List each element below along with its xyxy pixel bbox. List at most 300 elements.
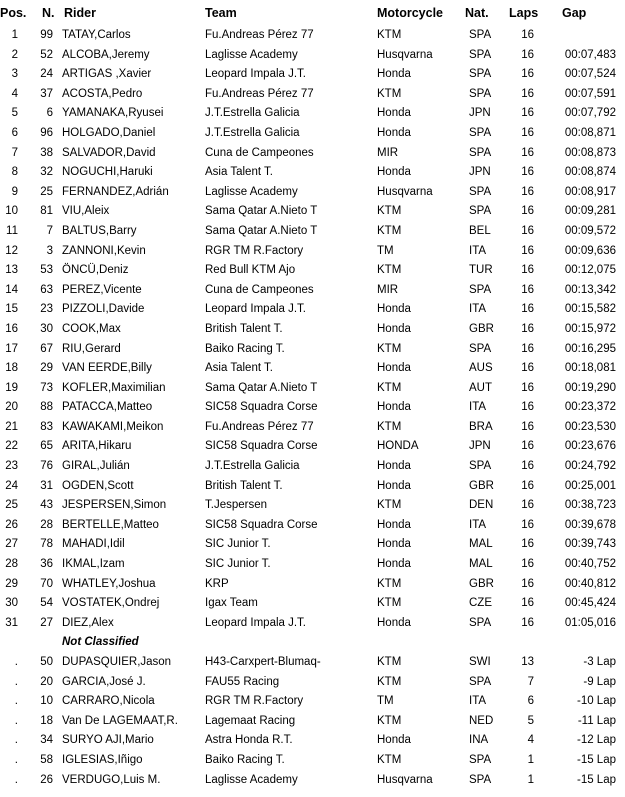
table-row (0, 771, 625, 791)
cell-pos: 28 (5, 558, 18, 571)
table-row (0, 673, 625, 693)
header-laps: Laps (509, 6, 539, 20)
cell-rider: GIRAL,Julián (62, 460, 130, 473)
cell-pos: . (14, 734, 18, 747)
cell-pos: 12 (5, 244, 18, 257)
cell-laps: 16 (521, 166, 534, 179)
table-row (0, 575, 625, 595)
cell-laps: 16 (521, 68, 534, 81)
cell-pos: . (14, 656, 18, 668)
cell-gap: 00:25,001 (564, 479, 616, 492)
cell-laps: 16 (521, 401, 534, 414)
cell-team: British Talent T. (205, 322, 283, 335)
cell-laps: 16 (521, 577, 534, 590)
cell-gap: 00:38,723 (564, 499, 616, 512)
cell-motorcycle: Husqvarna (377, 48, 433, 61)
cell-team: Leopard Impala J.T. (205, 68, 307, 81)
cell-gap: 00:07,483 (564, 48, 616, 61)
cell-number: 24 (40, 68, 53, 81)
cell-rider: SALVADOR,David (62, 146, 156, 159)
cell-nationality: SPA (469, 48, 492, 61)
cell-team: Red Bull KTM Ajo (205, 264, 296, 277)
cell-motorcycle: Honda (377, 362, 411, 375)
cell-motorcycle: KTM (377, 420, 402, 433)
cell-team: SIC Junior T. (205, 538, 271, 551)
cell-rider: PEREZ,Vicente (62, 283, 142, 296)
table-row (0, 457, 625, 477)
cell-nationality: GBR (469, 479, 494, 492)
cell-laps: 16 (521, 499, 534, 512)
cell-gap: 00:15,972 (564, 322, 616, 335)
cell-laps: 16 (521, 440, 534, 453)
cell-rider: FERNANDEZ,Adrián (62, 185, 169, 198)
cell-nationality: AUT (469, 381, 492, 394)
cell-laps: 16 (521, 381, 534, 394)
cell-rider: YAMANAKA,Ryusei (62, 107, 164, 120)
cell-gap: 00:07,524 (564, 68, 616, 81)
cell-number: 7 (46, 224, 53, 237)
cell-pos: 14 (5, 283, 18, 296)
cell-number: 20 (40, 675, 53, 688)
cell-pos: 19 (5, 381, 18, 394)
cell-pos: 3 (11, 68, 18, 81)
cell-gap: 00:12,075 (564, 264, 616, 277)
table-row (0, 26, 625, 46)
cell-number: 83 (40, 420, 53, 433)
cell-team: British Talent T. (205, 479, 283, 492)
cell-nationality: BRA (469, 420, 493, 433)
cell-nationality: SPA (469, 460, 492, 473)
cell-gap: 00:45,424 (564, 597, 616, 610)
cell-motorcycle: Honda (377, 401, 411, 414)
cell-motorcycle: MIR (377, 283, 399, 296)
cell-rider: ALCOBA,Jeremy (62, 48, 150, 61)
cell-laps: 16 (521, 283, 534, 296)
cell-team: Asia Talent T. (205, 362, 273, 375)
cell-motorcycle: Honda (377, 479, 411, 492)
cell-nationality: SPA (469, 29, 492, 41)
cell-laps: 13 (521, 656, 534, 668)
cell-nationality: JPN (469, 440, 491, 453)
cell-number: 6 (46, 107, 53, 120)
cell-motorcycle: TM (377, 695, 394, 708)
cell-laps: 16 (521, 479, 534, 492)
table-row (0, 653, 625, 673)
cell-nationality: ITA (469, 401, 487, 414)
cell-motorcycle: Honda (377, 734, 411, 747)
cell-rider: VOSTATEK,Ondrej (62, 597, 160, 610)
cell-nationality: SPA (469, 773, 492, 786)
cell-number: 50 (40, 656, 53, 668)
header-team: Team (205, 6, 237, 20)
cell-nationality: DEN (469, 499, 494, 512)
cell-number: 88 (40, 401, 53, 414)
cell-nationality: ITA (469, 303, 487, 316)
table-row (0, 65, 625, 85)
cell-rider: VERDUGO,Luis M. (62, 773, 161, 786)
cell-pos: 23 (5, 460, 18, 473)
cell-pos: . (14, 753, 18, 766)
cell-motorcycle: KTM (377, 224, 402, 237)
cell-rider: RIU,Gerard (62, 342, 121, 355)
cell-gap: -10 Lap (576, 695, 616, 708)
cell-nationality: MAL (469, 558, 493, 571)
cell-motorcycle: Honda (377, 322, 411, 335)
cell-laps: 16 (521, 107, 534, 120)
cell-laps: 16 (521, 185, 534, 198)
cell-rider: IKMAL,Izam (62, 558, 125, 571)
cell-motorcycle: Honda (377, 303, 411, 316)
cell-pos: 29 (5, 577, 18, 590)
cell-pos: 21 (5, 420, 18, 433)
table-row (0, 85, 625, 105)
table-row (0, 379, 625, 399)
cell-motorcycle: HONDA (377, 440, 419, 453)
table-row (0, 731, 625, 751)
cell-number: 34 (40, 734, 53, 747)
cell-motorcycle: Honda (377, 126, 411, 139)
cell-pos: 17 (5, 342, 18, 355)
cell-team: Laglisse Academy (205, 48, 298, 61)
table-row (0, 183, 625, 203)
table-row (0, 496, 625, 516)
cell-laps: 16 (521, 29, 534, 41)
cell-team: Cuna de Campeones (205, 283, 314, 296)
cell-team: Leopard Impala J.T. (205, 303, 307, 316)
cell-nationality: CZE (469, 597, 492, 610)
cell-motorcycle: KTM (377, 656, 402, 668)
cell-number: 70 (40, 577, 53, 590)
cell-nationality: SPA (469, 675, 492, 688)
cell-nationality: JPN (469, 166, 491, 179)
cell-gap: -9 Lap (583, 675, 616, 688)
cell-number: 81 (40, 205, 53, 218)
cell-laps: 16 (521, 87, 534, 100)
cell-gap: 00:19,290 (564, 381, 616, 394)
cell-team: Sama Qatar A.Nieto T (205, 205, 318, 218)
cell-number: 18 (40, 714, 53, 727)
cell-nationality: SPA (469, 283, 492, 296)
cell-nationality: SPA (469, 126, 492, 139)
cell-rider: Van De LAGEMAAT,R. (62, 714, 178, 727)
cell-team: Sama Qatar A.Nieto T (205, 381, 318, 394)
cell-team: Lagemaat Racing (205, 714, 296, 727)
cell-gap: 00:09,636 (564, 244, 616, 257)
cell-team: Baiko Racing T. (205, 753, 285, 766)
cell-laps: 16 (521, 205, 534, 218)
cell-nationality: TUR (469, 264, 493, 277)
cell-team: Astra Honda R.T. (205, 734, 293, 747)
cell-team: Fu.Andreas Pérez 77 (205, 420, 314, 433)
cell-number: 37 (40, 87, 53, 100)
table-row (0, 359, 625, 379)
cell-nationality: SPA (469, 146, 492, 159)
cell-rider: ACOSTA,Pedro (62, 87, 143, 100)
cell-pos: 2 (11, 48, 18, 61)
table-row (0, 124, 625, 144)
table-row (0, 163, 625, 183)
cell-laps: 16 (521, 322, 534, 335)
table-row (0, 535, 625, 555)
cell-laps: 16 (521, 342, 534, 355)
cell-rider: DUPASQUIER,Jason (62, 656, 172, 668)
cell-gap: 00:09,572 (564, 224, 616, 237)
cell-number: 32 (40, 166, 53, 179)
cell-laps: 4 (527, 734, 534, 747)
cell-rider: OGDEN,Scott (62, 479, 134, 492)
cell-nationality: SPA (469, 616, 492, 629)
cell-number: 28 (40, 518, 53, 531)
cell-laps: 16 (521, 518, 534, 531)
cell-gap: 00:08,917 (564, 185, 616, 198)
cell-team: H43-Carxpert-Blumaq- (205, 656, 321, 668)
cell-team: Sama Qatar A.Nieto T (205, 224, 318, 237)
cell-motorcycle: MIR (377, 146, 399, 159)
table-row (0, 261, 625, 281)
cell-pos: 4 (11, 87, 18, 100)
cell-gap: 00:07,591 (564, 87, 616, 100)
cell-motorcycle: KTM (377, 714, 402, 727)
cell-nationality: SPA (469, 87, 492, 100)
cell-rider: TATAY,Carlos (62, 29, 131, 41)
cell-number: 99 (40, 29, 53, 41)
cell-number: 36 (40, 558, 53, 571)
cell-rider: ZANNONI,Kevin (62, 244, 146, 257)
cell-gap: 00:07,792 (564, 107, 616, 120)
cell-rider: KOFLER,Maximilian (62, 381, 166, 394)
cell-motorcycle: Honda (377, 166, 411, 179)
cell-number: 25 (40, 185, 53, 198)
cell-laps: 16 (521, 264, 534, 277)
cell-team: FAU55 Racing (205, 675, 280, 688)
cell-motorcycle: KTM (377, 342, 402, 355)
cell-pos: 16 (5, 322, 18, 335)
cell-gap: 00:08,871 (564, 126, 616, 139)
cell-pos: 15 (5, 303, 18, 316)
cell-laps: 16 (521, 420, 534, 433)
cell-nationality: SWI (469, 656, 491, 668)
cell-nationality: MAL (469, 538, 493, 551)
cell-gap: 00:40,812 (564, 577, 616, 590)
cell-laps: 5 (527, 714, 534, 727)
cell-laps: 16 (521, 224, 534, 237)
table-row (0, 418, 625, 438)
table-row (0, 202, 625, 222)
cell-nationality: ITA (469, 695, 487, 708)
cell-pos: 11 (6, 224, 18, 237)
cell-pos: 26 (5, 518, 18, 531)
table-row (0, 555, 625, 575)
cell-team: SIC58 Squadra Corse (205, 518, 318, 531)
header-pos: Pos. (0, 6, 27, 20)
not-classified-heading: Not Classified (62, 636, 139, 649)
cell-pos: 22 (5, 440, 18, 453)
cell-team: T.Jespersen (205, 499, 268, 512)
cell-motorcycle: Honda (377, 107, 411, 120)
cell-laps: 1 (527, 753, 534, 766)
cell-motorcycle: Honda (377, 68, 411, 81)
cell-number: 76 (40, 460, 53, 473)
cell-nationality: SPA (469, 342, 492, 355)
cell-number: 63 (40, 283, 53, 296)
cell-team: SIC Junior T. (205, 558, 271, 571)
table-row (0, 751, 625, 771)
cell-rider: DIEZ,Alex (62, 616, 114, 629)
cell-laps: 16 (521, 48, 534, 61)
cell-rider: NOGUCHI,Haruki (62, 166, 153, 179)
cell-gap: -15 Lap (576, 773, 616, 786)
table-row (0, 437, 625, 457)
cell-motorcycle: Husqvarna (377, 773, 433, 786)
cell-number: 10 (40, 695, 53, 708)
cell-pos: 13 (5, 264, 18, 277)
cell-pos: 1 (11, 29, 18, 41)
cell-nationality: INA (469, 734, 489, 747)
cell-rider: ÖNCÜ,Deniz (62, 264, 129, 277)
cell-rider: BERTELLE,Matteo (62, 518, 159, 531)
cell-team: J.T.Estrella Galicia (205, 126, 300, 139)
cell-number: 65 (40, 440, 53, 453)
table-row (0, 46, 625, 66)
cell-nationality: AUS (469, 362, 493, 375)
table-row (0, 144, 625, 164)
cell-laps: 16 (521, 558, 534, 571)
cell-rider: WHATLEY,Joshua (62, 577, 156, 590)
cell-rider: HOLGADO,Daniel (62, 126, 156, 139)
cell-team: KRP (205, 577, 229, 590)
table-row (0, 320, 625, 340)
table-row (0, 614, 625, 634)
cell-pos: . (14, 773, 18, 786)
cell-motorcycle: KTM (377, 499, 402, 512)
cell-team: Fu.Andreas Pérez 77 (205, 87, 314, 100)
cell-motorcycle: Husqvarna (377, 185, 433, 198)
cell-pos: 7 (11, 146, 18, 159)
classified-rows (0, 26, 625, 633)
cell-rider: IGLESIAS,Iñigo (62, 753, 143, 766)
not-classified-rows (0, 653, 625, 790)
cell-motorcycle: Honda (377, 558, 411, 571)
table-row (0, 222, 625, 242)
cell-motorcycle: Honda (377, 460, 411, 473)
cell-gap: 00:09,281 (564, 205, 616, 218)
cell-team: Igax Team (205, 597, 258, 610)
cell-number: 31 (40, 479, 53, 492)
table-row (0, 712, 625, 732)
cell-team: SIC58 Squadra Corse (205, 401, 318, 414)
cell-motorcycle: KTM (377, 264, 402, 277)
cell-team: Cuna de Campeones (205, 146, 314, 159)
cell-gap: -12 Lap (576, 734, 616, 747)
cell-laps: 16 (521, 538, 534, 551)
header-motorcycle: Motorcycle (377, 6, 443, 20)
not-classified-heading-row (0, 633, 625, 653)
cell-motorcycle: KTM (377, 577, 402, 590)
cell-number: 38 (40, 146, 53, 159)
cell-gap: -11 Lap (577, 714, 616, 727)
cell-laps: 16 (521, 303, 534, 316)
cell-motorcycle: KTM (377, 205, 402, 218)
cell-pos: 18 (5, 362, 18, 375)
header-number: N. (42, 6, 55, 20)
cell-number: 27 (40, 616, 53, 629)
cell-nationality: SPA (469, 185, 492, 198)
table-row (0, 281, 625, 301)
cell-rider: PIZZOLI,Davide (62, 303, 145, 316)
cell-gap: 00:08,874 (564, 166, 616, 179)
cell-nationality: SPA (469, 68, 492, 81)
cell-pos: 30 (5, 597, 18, 610)
cell-number: 3 (46, 244, 53, 257)
cell-team: J.T.Estrella Galicia (205, 460, 300, 473)
cell-rider: BALTUS,Barry (62, 224, 137, 237)
cell-number: 96 (40, 126, 53, 139)
cell-pos: 10 (5, 205, 18, 218)
cell-nationality: BEL (469, 224, 491, 237)
cell-laps: 16 (521, 616, 534, 629)
table-row (0, 594, 625, 614)
table-row (0, 398, 625, 418)
cell-gap: 00:23,676 (564, 440, 616, 453)
cell-number: 29 (40, 362, 53, 375)
cell-laps: 16 (521, 244, 534, 257)
table-row (0, 692, 625, 712)
table-row (0, 516, 625, 536)
cell-pos: 27 (5, 538, 18, 551)
cell-number: 26 (40, 773, 53, 786)
cell-gap: 00:08,873 (564, 146, 616, 159)
cell-gap: 00:16,295 (564, 342, 616, 355)
cell-motorcycle: TM (377, 244, 394, 257)
table-row (0, 477, 625, 497)
cell-team: Fu.Andreas Pérez 77 (205, 29, 314, 41)
cell-pos: 20 (5, 401, 18, 414)
cell-number: 53 (40, 264, 53, 277)
cell-team: Laglisse Academy (205, 773, 298, 786)
cell-gap: 00:18,081 (564, 362, 616, 375)
cell-nationality: SPA (469, 205, 492, 218)
cell-rider: COOK,Max (62, 322, 121, 335)
cell-laps: 16 (521, 460, 534, 473)
cell-nationality: JPN (469, 107, 491, 120)
cell-rider: KAWAKAMI,Meikon (62, 420, 164, 433)
cell-pos: 24 (5, 479, 18, 492)
cell-laps: 7 (527, 675, 534, 688)
cell-team: RGR TM R.Factory (205, 244, 304, 257)
cell-team: RGR TM R.Factory (205, 695, 304, 708)
cell-laps: 16 (521, 126, 534, 139)
cell-gap: 00:23,530 (564, 420, 616, 433)
cell-number: 73 (40, 381, 53, 394)
cell-team: Baiko Racing T. (205, 342, 285, 355)
cell-laps: 16 (521, 146, 534, 159)
cell-pos: 6 (11, 126, 18, 139)
header-nationality: Nat. (465, 6, 489, 20)
cell-nationality: SPA (469, 753, 492, 766)
cell-gap: 00:39,743 (564, 538, 616, 551)
cell-motorcycle: KTM (377, 675, 402, 688)
cell-nationality: ITA (469, 518, 487, 531)
cell-team: SIC58 Squadra Corse (205, 440, 318, 453)
table-row (0, 340, 625, 360)
cell-laps: 6 (527, 695, 534, 708)
cell-gap: 01:05,016 (564, 616, 616, 629)
cell-motorcycle: Honda (377, 538, 411, 551)
table-row (0, 104, 625, 124)
header-gap: Gap (562, 6, 587, 20)
cell-gap: 00:15,582 (564, 303, 616, 316)
cell-rider: ARTIGAS ,Xavier (62, 68, 152, 81)
